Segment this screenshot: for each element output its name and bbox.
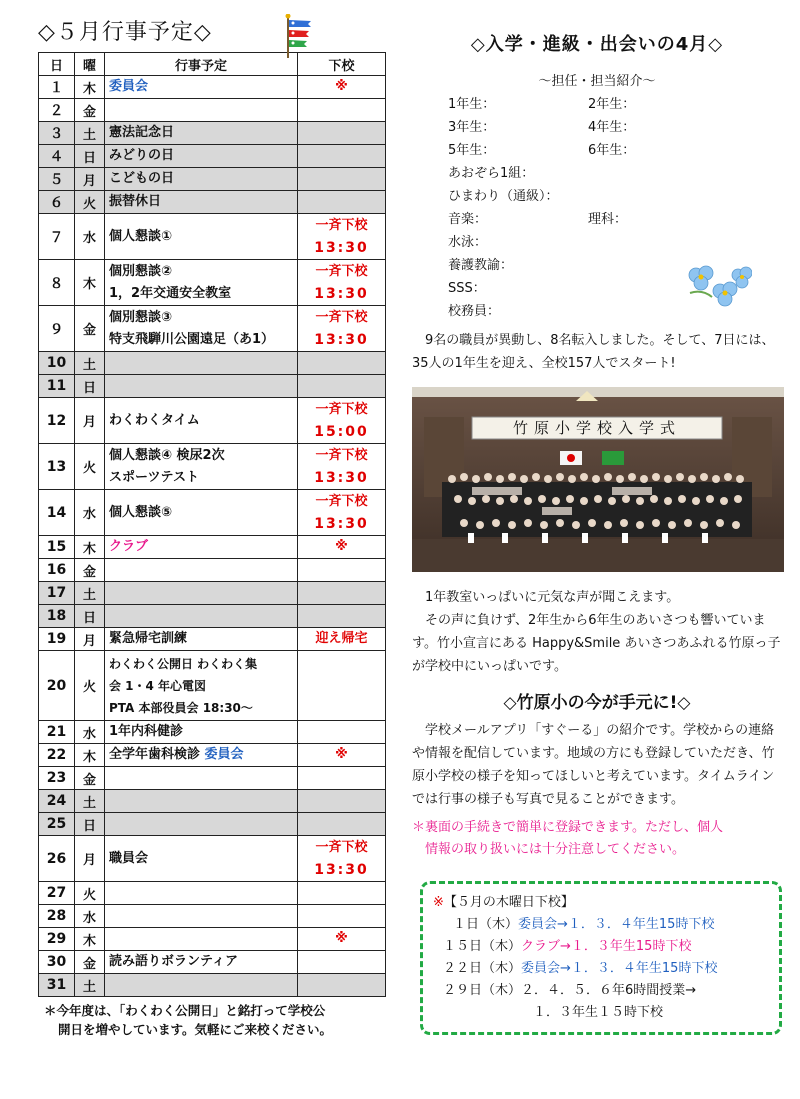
schedule-weekday: 月 <box>75 398 105 444</box>
header-date: 日 <box>39 53 75 76</box>
schedule-dismissal-line: ※ <box>335 539 348 554</box>
schedule-event <box>105 559 298 582</box>
schedule-event <box>105 352 298 375</box>
schedule-event <box>105 744 298 767</box>
schedule-event-text: わくわくタイム <box>109 412 200 428</box>
schedule-row <box>39 905 386 928</box>
schedule-weekday: 木 <box>75 744 105 767</box>
schedule-day: 29 <box>39 928 75 951</box>
schedule-dismissal <box>298 605 386 628</box>
schedule-day: ９ <box>39 306 75 352</box>
schedule-dismissal <box>298 628 386 651</box>
schedule-day: 11 <box>39 375 75 398</box>
schedule-day: 18 <box>39 605 75 628</box>
schedule-dismissal <box>298 260 386 306</box>
schedule-day: 30 <box>39 951 75 974</box>
schedule-dismissal-line: 一斉下校 <box>315 263 368 279</box>
schedule-dismissal <box>298 928 386 951</box>
schedule-row <box>39 76 386 99</box>
greeting-paragraph-2: その声に負けず、2年生から6年生のあいさつも響いています。竹小宣言にある Happy&Smile あいさつあふれる竹原っ子が学校中にいっぱいです。 <box>412 613 781 674</box>
schedule-row <box>39 605 386 628</box>
schedule-event <box>105 651 298 721</box>
schedule-day: 28 <box>39 905 75 928</box>
schedule-event-line <box>109 226 293 248</box>
schedule-event-line <box>109 502 293 524</box>
schedule-day: 16 <box>39 559 75 582</box>
staff-music: 音楽： <box>448 212 488 227</box>
schedule-weekday: 日 <box>75 605 105 628</box>
schedule-weekday: 土 <box>75 974 105 997</box>
schedule-event <box>105 444 298 490</box>
schedule-day: 26 <box>39 836 75 882</box>
schedule-event-text: こどもの日 <box>109 171 175 186</box>
schedule-event-line <box>109 628 293 650</box>
schedule-dismissal-line: 13:30 <box>314 469 369 486</box>
schedule-dismissal-line: ※ <box>335 747 348 762</box>
box-line <box>433 936 769 958</box>
schedule-event-line <box>109 848 293 870</box>
schedule-dismissal <box>298 974 386 997</box>
schedule-event <box>105 951 298 974</box>
schedule-event <box>105 628 298 651</box>
footnote-line: ＊今年度は、「わくわく公開日」と銘打って学校公 <box>44 1003 326 1018</box>
box-line: １．３年生１５時下校 <box>533 1005 664 1020</box>
schedule-dismissal <box>298 836 386 882</box>
schedule-row <box>39 790 386 813</box>
box-mark: ※ <box>433 895 444 910</box>
schedule-event <box>105 813 298 836</box>
thursday-dismissal-box <box>420 881 782 1035</box>
schedule-event-text: 1，2年交通安全教室 <box>109 285 232 301</box>
schedule-event-text: 個別懇談② <box>109 263 173 279</box>
schedule-dismissal-line: ※ <box>335 79 348 94</box>
schedule-event <box>105 191 298 214</box>
schedule-dismissal-line: 13:30 <box>314 515 369 532</box>
schedule-event <box>105 721 298 744</box>
schedule-event-text: 憲法記念日 <box>109 125 175 140</box>
schedule-weekday: 土 <box>75 582 105 605</box>
schedule-day: 17 <box>39 582 75 605</box>
schedule-weekday: 水 <box>75 905 105 928</box>
staff-grade1: 1年生： <box>448 97 496 112</box>
schedule-row <box>39 974 386 997</box>
schedule-event <box>105 375 298 398</box>
schedule-dismissal <box>298 651 386 721</box>
intro-subtitle: ～担任・担当紹介～ <box>538 74 656 89</box>
schedule-event-line <box>109 536 293 558</box>
schedule-weekday: 土 <box>75 122 105 145</box>
schedule-event-text: 1年内科健診 <box>109 724 184 739</box>
schedule-row <box>39 928 386 951</box>
schedule-dismissal <box>298 444 386 490</box>
schedule-event-line <box>109 145 293 167</box>
schedule-dismissal-line: 一斉下校 <box>315 493 368 509</box>
box-title <box>433 892 769 914</box>
schedule-dismissal <box>298 214 386 260</box>
schedule-dismissal <box>298 76 386 99</box>
flower-icon <box>682 263 752 313</box>
schedule-dismissal <box>298 191 386 214</box>
schedule-event-line <box>109 697 293 719</box>
schedule-event-text: みどりの日 <box>109 148 175 163</box>
schedule-row <box>39 99 386 122</box>
schedule-dismissal <box>298 99 386 122</box>
schedule-event-line <box>109 445 293 467</box>
box-line-text: 委員会→１．３．４年生15時下校 <box>521 961 718 976</box>
schedule-weekday: 木 <box>75 76 105 99</box>
app-paragraph: 学校メールアプリ「すぐーる」の紹介です。学校からの連絡や情報を配信しています。地域の方にも登録していただき、竹原小学校の様子を知ってほしいと考えています。タイムラインでは行事の様子も写真で見ることができます。 <box>412 723 775 807</box>
schedule-dismissal <box>298 882 386 905</box>
ceremony-banner: 竹原小学校入学式 <box>512 419 681 437</box>
schedule-row <box>39 721 386 744</box>
box-line-text: クラブ→１．３年生15時下校 <box>521 939 692 954</box>
schedule-table <box>38 52 386 997</box>
schedule-dismissal-line: 13:30 <box>314 285 369 302</box>
header-event: 行事予定 <box>105 53 298 76</box>
schedule-weekday: 日 <box>75 145 105 168</box>
schedule-event <box>105 214 298 260</box>
staff-nurse: 養護教諭： <box>448 258 514 273</box>
schedule-day: ２ <box>39 99 75 122</box>
schedule-weekday: 水 <box>75 214 105 260</box>
schedule-dismissal-line: 一斉下校 <box>315 309 368 325</box>
schedule-event-text: 会 1・4 年心電図 <box>109 678 207 693</box>
schedule-event-text: 読み語りボランティア <box>109 954 238 969</box>
schedule-weekday: 木 <box>75 260 105 306</box>
schedule-event-text: 特支飛騨川公園遠足（あ1） <box>109 331 275 347</box>
schedule-day: 23 <box>39 767 75 790</box>
schedule-event <box>105 76 298 99</box>
box-line: ２９日（木）２．４．５．６年6時間授業→ <box>443 983 697 998</box>
schedule-event-line <box>109 283 293 305</box>
schedule-dismissal <box>298 767 386 790</box>
schedule-day: 27 <box>39 882 75 905</box>
schedule-dismissal-line: 一斉下校 <box>315 447 368 463</box>
schedule-body <box>39 76 386 997</box>
schedule-event-text: 委員会 <box>109 79 149 94</box>
schedule-day: １ <box>39 76 75 99</box>
schedule-weekday: 木 <box>75 928 105 951</box>
schedule-day: 10 <box>39 352 75 375</box>
schedule-row <box>39 122 386 145</box>
ceremony-photo-image <box>412 387 784 572</box>
news-section <box>412 30 782 1035</box>
schedule-event <box>105 122 298 145</box>
staff-grade5: 5年生： <box>448 143 496 158</box>
app-note <box>412 817 782 861</box>
schedule-dismissal <box>298 536 386 559</box>
schedule-event-text: 委員会 <box>204 747 244 762</box>
staff-grade3: 3年生： <box>448 120 496 135</box>
app-note-line: ＊裏面の手続きで簡単に登録できます。ただし、個人 <box>412 820 723 835</box>
schedule-dismissal <box>298 744 386 767</box>
box-line <box>433 958 769 980</box>
schedule-event-line <box>109 76 293 98</box>
schedule-dismissal <box>298 559 386 582</box>
schedule-event-text: 個人懇談⑤ <box>109 504 173 520</box>
schedule-event-line <box>109 410 293 432</box>
schedule-row <box>39 744 386 767</box>
schedule-dismissal <box>298 122 386 145</box>
schedule-row <box>39 559 386 582</box>
schedule-row <box>39 651 386 721</box>
schedule-event <box>105 974 298 997</box>
schedule-day: 13 <box>39 444 75 490</box>
schedule-day: ６ <box>39 191 75 214</box>
schedule-day: 21 <box>39 721 75 744</box>
schedule-dismissal-line: 15:00 <box>314 423 369 440</box>
schedule-event-line <box>109 191 293 213</box>
header-dismissal: 下校 <box>298 53 386 76</box>
schedule-row <box>39 490 386 536</box>
schedule-event-line <box>109 744 293 766</box>
schedule-event <box>105 306 298 352</box>
schedule-weekday: 日 <box>75 375 105 398</box>
schedule-day: 31 <box>39 974 75 997</box>
schedule-row <box>39 628 386 651</box>
schedule-event <box>105 582 298 605</box>
schedule-dismissal <box>298 790 386 813</box>
schedule-event <box>105 605 298 628</box>
intro-title: ◇入学・進級・出会いの4月◇ <box>470 34 724 55</box>
schedule-day: ７ <box>39 214 75 260</box>
schedule-weekday: 土 <box>75 790 105 813</box>
schedule-row <box>39 444 386 490</box>
schedule-day: 22 <box>39 744 75 767</box>
schedule-row <box>39 191 386 214</box>
schedule-weekday: 月 <box>75 168 105 191</box>
schedule-day: 25 <box>39 813 75 836</box>
schedule-event-line <box>109 122 293 144</box>
schedule-dismissal <box>298 398 386 444</box>
schedule-row <box>39 398 386 444</box>
schedule-event <box>105 168 298 191</box>
schedule-event-line <box>109 168 293 190</box>
schedule-row <box>39 352 386 375</box>
schedule-dismissal <box>298 168 386 191</box>
schedule-weekday: 木 <box>75 536 105 559</box>
schedule-dismissal-line: 一斉下校 <box>315 839 368 855</box>
schedule-dismissal <box>298 306 386 352</box>
schedule-event-text: 個人懇談④ 検尿2次 <box>109 447 225 463</box>
staff-sss: SSS： <box>448 281 486 296</box>
schedule-event-text: クラブ <box>109 539 149 554</box>
schedule-event-line <box>109 329 293 351</box>
schedule-event <box>105 928 298 951</box>
schedule-row <box>39 145 386 168</box>
schedule-dismissal <box>298 905 386 928</box>
schedule-dismissal <box>298 375 386 398</box>
schedule-dismissal <box>298 145 386 168</box>
schedule-weekday: 日 <box>75 813 105 836</box>
schedule-weekday: 金 <box>75 99 105 122</box>
schedule-event-text: 緊急帰宅訓練 <box>109 631 188 646</box>
schedule-row <box>39 767 386 790</box>
schedule-event-line <box>109 721 293 743</box>
schedule-row <box>39 214 386 260</box>
schedule-event <box>105 99 298 122</box>
schedule-weekday: 金 <box>75 767 105 790</box>
schedule-event-text: 職員会 <box>109 850 149 866</box>
schedule-dismissal <box>298 721 386 744</box>
schedule-dismissal-line: 13:30 <box>314 239 369 256</box>
schedule-day: ５ <box>39 168 75 191</box>
schedule-weekday: 金 <box>75 951 105 974</box>
schedule-weekday: 火 <box>75 882 105 905</box>
schedule-title: ◇５月行事予定◇ <box>38 20 212 45</box>
staff-science: 理科： <box>588 212 628 227</box>
schedule-row <box>39 813 386 836</box>
schedule-day: 20 <box>39 651 75 721</box>
schedule-event-line <box>109 467 293 489</box>
box-line-date: ２２日（木） <box>443 961 522 976</box>
schedule-day: 19 <box>39 628 75 651</box>
schedule-event <box>105 145 298 168</box>
schedule-day: 24 <box>39 790 75 813</box>
staff-list <box>412 93 782 329</box>
schedule-event <box>105 790 298 813</box>
schedule-weekday: 月 <box>75 836 105 882</box>
schedule-event <box>105 398 298 444</box>
schedule-day: 14 <box>39 490 75 536</box>
schedule-event-line <box>109 951 293 973</box>
staff-grade6: 6年生： <box>588 143 636 158</box>
schedule-weekday: 金 <box>75 559 105 582</box>
header-weekday: 曜 <box>75 53 105 76</box>
schedule-event <box>105 905 298 928</box>
schedule-weekday: 水 <box>75 490 105 536</box>
schedule-event-text: 個別懇談③ <box>109 309 173 325</box>
schedule-weekday: 火 <box>75 191 105 214</box>
schedule-weekday: 水 <box>75 721 105 744</box>
schedule-dismissal <box>298 490 386 536</box>
schedule-weekday: 土 <box>75 352 105 375</box>
box-line <box>433 914 769 936</box>
schedule-event <box>105 882 298 905</box>
box-line-date: １５日（木） <box>443 939 522 954</box>
schedule-event <box>105 536 298 559</box>
staff-aozora: あおぞら1組： <box>448 166 535 181</box>
schedule-event-text: 全学年歯科検診 <box>109 747 205 762</box>
schedule-dismissal-line: 13:30 <box>314 331 369 348</box>
schedule-row <box>39 836 386 882</box>
schedule-dismissal-line: 13:30 <box>314 861 369 878</box>
schedule-weekday: 月 <box>75 628 105 651</box>
schedule-event <box>105 260 298 306</box>
schedule-day: 12 <box>39 398 75 444</box>
schedule-day: 15 <box>39 536 75 559</box>
schedule-day: ４ <box>39 145 75 168</box>
schedule-section <box>38 14 385 1039</box>
box-line-text: 委員会→１．３．４年生15時下校 <box>518 917 715 932</box>
carp-streamer-icon <box>284 14 314 58</box>
schedule-event <box>105 836 298 882</box>
schedule-event-text: スポーツテスト <box>109 469 199 485</box>
schedule-dismissal-line: 一斉下校 <box>315 217 368 233</box>
staff-custodian: 校務員： <box>448 304 501 319</box>
schedule-event <box>105 767 298 790</box>
schedule-row <box>39 306 386 352</box>
app-note-line: 情報の取り扱いには十分注意してください。 <box>412 842 686 857</box>
intro-paragraph: 9名の職員が異動し、8名転入しました。そして、7日には、35人の1年生を迎え、全校157人でスタート! <box>412 333 775 371</box>
schedule-row <box>39 582 386 605</box>
schedule-weekday: 金 <box>75 306 105 352</box>
app-section-title: ◇竹原小の今が手元に!◇ <box>503 693 691 713</box>
staff-grade2: 2年生： <box>588 97 636 112</box>
staff-grade4: 4年生： <box>588 120 636 135</box>
schedule-event-line <box>109 261 293 283</box>
schedule-weekday: 火 <box>75 444 105 490</box>
schedule-event <box>105 490 298 536</box>
schedule-row <box>39 260 386 306</box>
schedule-event-text: 個人懇談① <box>109 228 173 244</box>
schedule-footnote <box>44 1001 384 1039</box>
staff-swimming: 水泳： <box>448 235 488 250</box>
schedule-dismissal <box>298 352 386 375</box>
schedule-dismissal-line: ※ <box>335 931 348 946</box>
schedule-header-row <box>39 53 386 76</box>
schedule-event-line <box>109 653 293 675</box>
schedule-row <box>39 168 386 191</box>
schedule-event-line <box>109 675 293 697</box>
schedule-day: ３ <box>39 122 75 145</box>
schedule-event-text: 振替休日 <box>109 194 162 209</box>
schedule-row <box>39 882 386 905</box>
box-line-date: １日（木） <box>453 917 519 932</box>
schedule-dismissal <box>298 582 386 605</box>
schedule-event-text: PTA 本部役員会 18:30～ <box>109 700 253 715</box>
schedule-dismissal <box>298 813 386 836</box>
schedule-dismissal <box>298 951 386 974</box>
ceremony-photo <box>412 387 784 572</box>
greeting-paragraph-1: 1年教室いっぱいに元気な声が聞こえます。 <box>412 590 680 605</box>
schedule-weekday: 火 <box>75 651 105 721</box>
schedule-dismissal-line: 迎え帰宅 <box>315 631 368 646</box>
schedule-day: ８ <box>39 260 75 306</box>
schedule-row <box>39 951 386 974</box>
schedule-event-line <box>109 307 293 329</box>
footnote-line: 開日を増やしています。気軽にご来校ください。 <box>58 1022 333 1037</box>
schedule-row <box>39 375 386 398</box>
schedule-row <box>39 536 386 559</box>
schedule-event-text: わくわく公開日 わくわく集 <box>109 656 258 671</box>
schedule-dismissal-line: 一斉下校 <box>315 401 368 417</box>
staff-himawari: ひまわり（通級）： <box>448 189 559 204</box>
box-title-text: 【５月の木曜日下校】 <box>443 895 574 910</box>
